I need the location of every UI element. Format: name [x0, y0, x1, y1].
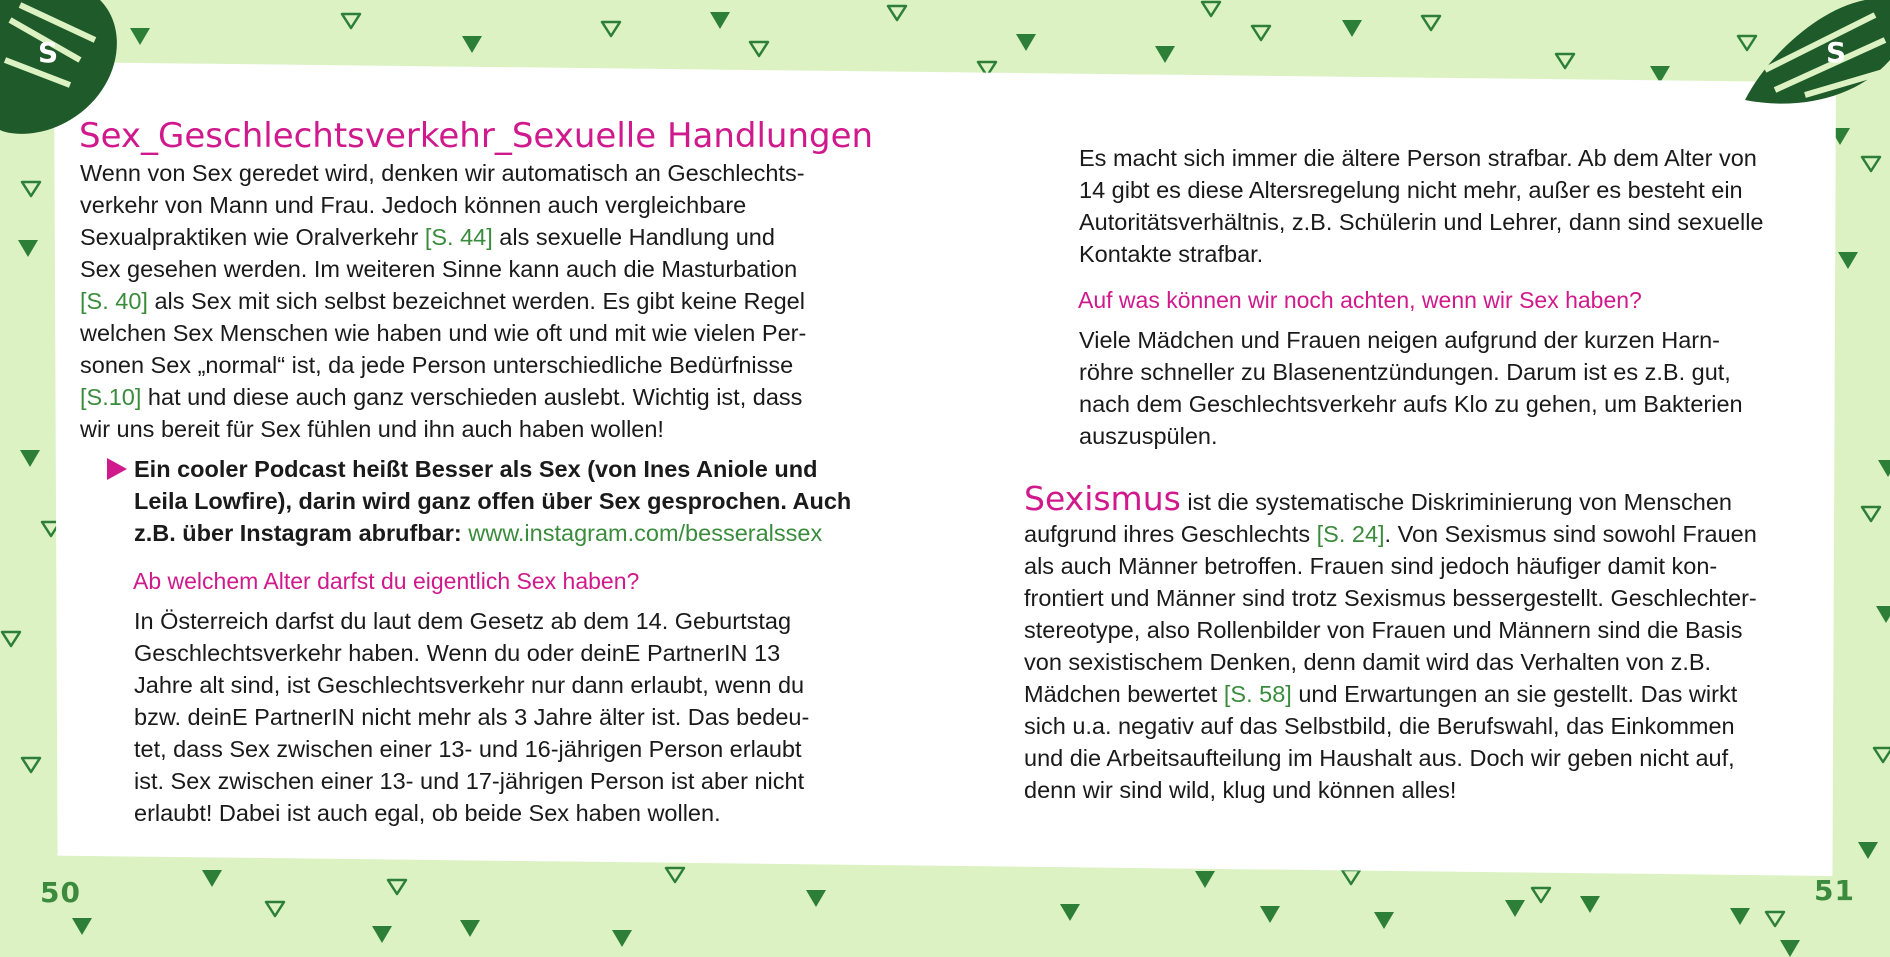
triangle-decoration — [130, 28, 150, 45]
triangle-outline-decoration — [1250, 24, 1272, 42]
text-line: Jahre alt sind, ist Geschlechtsverkehr nur dann erlaubt, wenn du — [134, 672, 805, 698]
triangle-decoration — [1878, 460, 1890, 477]
text: als sexuelle Handlung und — [492, 224, 775, 250]
triangle-decoration — [20, 450, 40, 467]
triangle-outline-decoration — [20, 180, 42, 198]
triangle-decoration — [1858, 842, 1878, 859]
text-line: welchen Sex Menschen wie haben und wie oft und mit wie vielen Per- — [80, 320, 807, 346]
text: Mädchen bewertet — [1024, 681, 1224, 707]
triangle-outline-decoration — [1554, 52, 1576, 70]
text-line — [80, 285, 880, 317]
triangle-outline-decoration — [748, 40, 770, 58]
page-number-right: 51 — [1814, 874, 1855, 907]
text-line: Autoritätsverhältnis, z.B. Schülerin und Lehrer, dann sind sexuelle — [1079, 209, 1764, 235]
triangle-decoration — [1155, 46, 1175, 63]
triangle-decoration — [18, 240, 38, 257]
triangle-outline-decoration — [1872, 746, 1890, 764]
triangle-decoration — [612, 930, 632, 947]
text-line: ist. Sex zwischen einer 13- und 17-jährigen Person ist aber nicht — [134, 768, 805, 794]
text: und Erwartungen an sie gestellt. Das wirkt — [1291, 681, 1738, 707]
text-line: und die Arbeitsaufteilung im Haushalt aus. Doch wir geben nicht auf, — [1024, 745, 1735, 771]
triangle-decoration — [1374, 912, 1394, 929]
sexismus-paragraph — [1024, 479, 1824, 806]
text: Sexualpraktiken wie Oralverkehr — [80, 224, 425, 250]
triangle-decoration — [1730, 908, 1750, 925]
page-number-left: 50 — [40, 876, 81, 909]
text-line: verkehr von Mann und Frau. Jedoch können auch vergleichbare — [80, 192, 747, 218]
text-line: frontiert und Männer sind trotz Sexismus bessergestellt. Geschlechter- — [1024, 585, 1757, 611]
triangle-decoration — [460, 920, 480, 937]
text-line: als auch Männer betroffen. Frauen sind jedoch häufiger damit kon- — [1024, 553, 1718, 579]
text-line — [80, 381, 880, 413]
page-reference-link[interactable]: [S. 24] — [1316, 521, 1385, 547]
triangle-decoration — [1780, 940, 1800, 957]
triangle-outline-decoration — [1764, 910, 1786, 928]
text: . Von Sexismus sind sowohl Frauen — [1384, 521, 1757, 547]
text-line: röhre schneller zu Blasenentzündungen. Darum ist es z.B. gut, — [1079, 359, 1731, 385]
text-line: 14 gibt es diese Altersregelung nicht mehr, außer es besteht ein — [1079, 177, 1743, 203]
triangle-decoration — [1505, 900, 1525, 917]
page-reference-link[interactable]: [S. 58] — [1223, 681, 1292, 707]
triangle-decoration — [806, 890, 826, 907]
text: aufgrund ihres Geschlechts — [1024, 521, 1317, 547]
corner-letter-left: S — [38, 36, 59, 69]
triangle-outline-decoration — [264, 900, 286, 918]
triangle-outline-decoration — [886, 4, 908, 22]
question-heading: Auf was können wir noch achten, wenn wir Sex haben? — [1078, 287, 1642, 313]
text: hat und diese auch ganz verschieden auslebt. Wichtig ist, dass — [141, 384, 803, 410]
text-line: Sex gesehen werden. Im weiteren Sinne kann auch die Masturbation — [80, 256, 798, 282]
page-reference-link[interactable]: [S. 40] — [80, 288, 148, 314]
triangle-outline-decoration — [600, 20, 622, 38]
text-line: auszuspülen. — [1079, 423, 1218, 449]
text-line: sonen Sex „normal“ ist, da jede Person unterschiedliche Bedürfnisse — [80, 352, 794, 378]
triangle-outline-decoration — [0, 630, 22, 648]
text-line: denn wir sind wild, klug und können alles! — [1024, 777, 1457, 803]
question-heading: Ab welchem Alter darfst du eigentlich Sex haben? — [133, 568, 640, 594]
section-title: Sex_Geschlechtsverkehr_Sexuelle Handlungen — [79, 116, 874, 156]
intro-paragraph — [80, 157, 880, 445]
triangle-decoration — [1260, 906, 1280, 923]
triangle-outline-decoration — [1340, 868, 1362, 886]
text: ist die systematische Diskriminierung von Menschen — [1180, 489, 1732, 515]
text-line: tet, dass Sex zwischen einer 13- und 16-jährigen Person erlaubt — [134, 736, 802, 762]
triangle-outline-decoration — [664, 866, 686, 884]
text-line: Leila Lowfire), darin wird ganz offen über Sex gesprochen. Auch — [134, 488, 852, 514]
text-line — [1024, 479, 1824, 518]
triangle-outline-decoration — [1860, 155, 1882, 173]
text-line: In Österreich darfst du laut dem Gesetz ab dem 14. Geburtstag — [134, 608, 792, 634]
text-line: nach dem Geschlechtsverkehr aufs Klo zu gehen, um Bakterien — [1079, 391, 1743, 417]
text-line: Es macht sich immer die ältere Person strafbar. Ab dem Alter von — [1079, 145, 1757, 171]
triangle-decoration — [72, 918, 92, 935]
triangle-decoration — [1342, 20, 1362, 37]
text-line: sich u.a. negativ auf das Selbstbild, die Berufswahl, das Einkommen — [1024, 713, 1735, 739]
triangle-decoration — [462, 36, 482, 53]
text-line: Kontakte strafbar. — [1079, 241, 1264, 267]
triangle-outline-decoration — [340, 12, 362, 30]
triangle-decoration — [1580, 896, 1600, 913]
triangle-outline-decoration — [386, 878, 408, 896]
text: z.B. über Instagram abrufbar: — [134, 520, 469, 546]
text-line: Viele Mädchen und Frauen neigen aufgrund der kurzen Harn- — [1079, 327, 1721, 353]
answer-paragraph — [134, 605, 894, 829]
text-line: bzw. deinE PartnerIN nicht mehr als 3 Jahre älter ist. Das bedeu- — [134, 704, 810, 730]
text-line: wir uns bereit für Sex fühlen und ihn auch haben wollen! — [80, 416, 664, 442]
continued-paragraph — [1079, 142, 1839, 270]
triangle-decoration — [1838, 252, 1858, 269]
text-line — [80, 221, 880, 253]
triangle-decoration — [1195, 871, 1215, 888]
corner-letter-right: S — [1826, 36, 1847, 69]
monstera-leaf-icon — [1735, 0, 1890, 110]
text-line: Geschlechtsverkehr haben. Wenn du oder deinE PartnerIN 13 — [134, 640, 781, 666]
play-arrow-icon — [107, 458, 127, 480]
instagram-link[interactable]: www.instagram.com/besseralssex — [468, 520, 823, 546]
triangle-decoration — [202, 870, 222, 887]
triangle-outline-decoration — [20, 756, 42, 774]
triangle-outline-decoration — [1860, 505, 1882, 523]
answer-paragraph — [1079, 324, 1839, 452]
text-line — [1024, 678, 1824, 710]
podcast-tip — [134, 453, 894, 549]
triangle-outline-decoration — [1420, 14, 1442, 32]
triangle-outline-decoration — [1200, 0, 1222, 18]
text: als Sex mit sich selbst bezeichnet werden. Es gibt keine Regel — [147, 288, 805, 314]
page-reference-link[interactable]: [S. 44] — [424, 224, 493, 250]
text-line: erlaubt! Dabei ist auch egal, ob beide Sex haben wollen. — [134, 800, 721, 826]
text-line: Wenn von Sex geredet wird, denken wir automatisch an Geschlechts- — [80, 160, 805, 186]
triangle-outline-decoration — [1530, 886, 1552, 904]
triangle-decoration — [372, 926, 392, 943]
triangle-decoration — [710, 12, 730, 29]
page-reference-link[interactable]: [S.10] — [80, 384, 142, 410]
text-line: von sexistischem Denken, denn damit wird das Verhalten von z.B. — [1024, 649, 1712, 675]
text-line — [134, 517, 894, 549]
text-line: stereotype, also Rollenbilder von Frauen und Männern sind die Basis — [1024, 617, 1743, 643]
sexismus-term: Sexismus — [1024, 479, 1181, 518]
triangle-decoration — [1016, 34, 1036, 51]
text-line: Ein cooler Podcast heißt Besser als Sex (von Ines Aniole und — [134, 456, 818, 482]
text-line — [1024, 518, 1824, 550]
triangle-decoration — [1876, 606, 1890, 623]
triangle-decoration — [1060, 904, 1080, 921]
